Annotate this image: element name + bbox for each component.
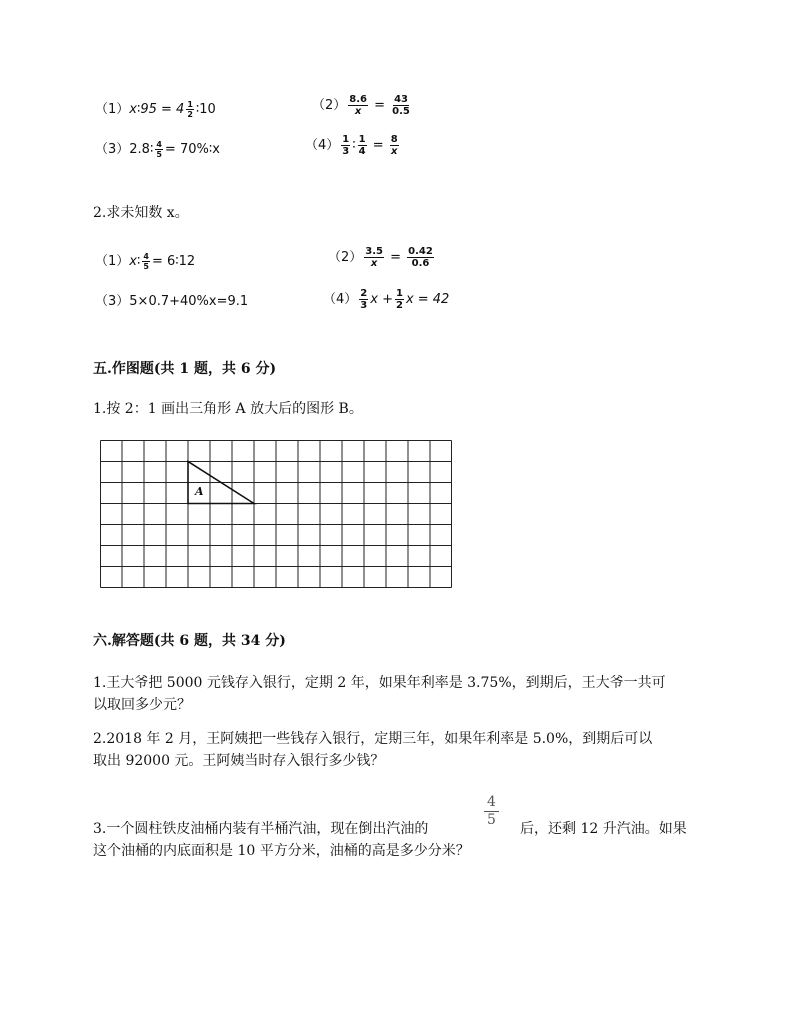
eq-index: （2） (312, 98, 347, 113)
eq-index: （3） (95, 142, 130, 157)
eq-4-4: （4） $\frac{1}{3}$ ∶ $\frac{1}{4}$ = $\frac{8}{x}$ (305, 134, 398, 157)
frac-num: 4 (484, 794, 499, 812)
eq-q2-3 (95, 294, 248, 310)
eq-lhs: x∶ (129, 254, 141, 269)
eq-index: （1） (95, 102, 130, 117)
frac-num: 0.42 (408, 246, 433, 257)
eq-index: （4） (305, 138, 340, 153)
section6-q3-line2: 这个油桶的内底面积是 10 平方分米，油桶的高是多少分米？ (93, 843, 470, 859)
eq-lhs: 2.8∶ (129, 142, 154, 157)
section6-heading: 六.解答题(共 6 题，共 34 分) (93, 633, 286, 649)
section5-q1: 1.按 2：1 画出三角形 A 放大后的图形 B。 (93, 401, 363, 417)
frac-den: x (354, 106, 362, 117)
eq-q2-2: （2） $\frac{3.5}{x}$ = $\frac{0.42}{0.6}$ (328, 246, 433, 269)
drawing-grid (100, 440, 452, 594)
frac-den: 5 (156, 150, 162, 159)
eq-index: （1） (95, 254, 130, 269)
eq-rhs: = 6∶12 (151, 254, 196, 269)
eq-4-2: （2） $\frac{8.6}{x}$ = $\frac{43}{0.5}$ (312, 94, 410, 117)
frac-den: 0.6 (411, 258, 430, 269)
section6-q2-line2: 取出 92000 元。王阿姨当时存入银行多少钱？ (93, 753, 385, 769)
eq-4-3 (95, 140, 220, 159)
grid-svg (100, 440, 452, 590)
eq-index: （4） (323, 292, 358, 307)
eq-rhs: ∶10 (195, 102, 216, 117)
frac-den: 3 (342, 146, 350, 157)
frac-num: 8.6 (349, 94, 367, 105)
frac-den: 5 (487, 812, 496, 828)
frac-den: 0.5 (392, 106, 410, 117)
frac-den: 3 (360, 300, 368, 311)
frac-num: 1 (395, 288, 403, 299)
eq-text: 5×0.7+40%x=9.1 (129, 294, 249, 309)
frac-den: 2 (187, 110, 193, 119)
section6-q1-line1: 1.王大爷把 5000 元钱存入银行，定期 2 年，如果年利率是 3.75%，到期后，王大爷一共可 (93, 675, 666, 691)
frac-den: 5 (143, 262, 149, 271)
frac-den: 4 (358, 146, 366, 157)
eq-index: （3） (95, 294, 130, 309)
grid-lines (101, 441, 452, 588)
section6-q1-line2: 以取回多少元？ (93, 697, 191, 713)
frac-num: 4 (143, 252, 149, 261)
frac-num: 1 (342, 134, 350, 145)
frac-den: x (370, 258, 378, 269)
triangle-label: A (195, 485, 204, 498)
eq-mid: x + (370, 292, 393, 307)
eq-index: （2） (328, 250, 363, 265)
frac-num: 1 (358, 134, 366, 145)
section6-q2-line1: 2.2018 年 2 月，王阿姨把一些钱存入银行，定期三年，如果年利率是 5.0%，到期后可以 (93, 731, 653, 747)
section6-q3-pre: 3.一个圆柱铁皮油桶内装有半桶汽油，现在倒出汽油的 (93, 821, 429, 837)
frac-num: 1 (187, 100, 193, 109)
eq-4-1 (95, 100, 216, 119)
eq-lhs: x∶95 = 4 (129, 102, 185, 117)
q2-title: 2.求未知数 x。 (93, 205, 189, 221)
section6-q3-fraction (484, 794, 499, 829)
frac-den: x (391, 146, 398, 157)
frac-den: 2 (395, 300, 403, 311)
eq-rhs: x = 42 (405, 292, 450, 307)
frac-num: 8 (390, 134, 398, 145)
frac-num: 3.5 (365, 246, 383, 257)
frac-num: 43 (394, 94, 408, 105)
eq-q2-4 (323, 288, 449, 311)
eq-q2-1 (95, 252, 195, 271)
eq-rhs: = 70%∶x (164, 142, 220, 157)
frac-num: 4 (156, 140, 162, 149)
frac-num: 2 (360, 288, 368, 299)
section6-q3-post: 后，还剩 12 升汽油。如果 (520, 821, 687, 837)
section5-heading: 五.作图题(共 1 题，共 6 分) (93, 361, 277, 377)
